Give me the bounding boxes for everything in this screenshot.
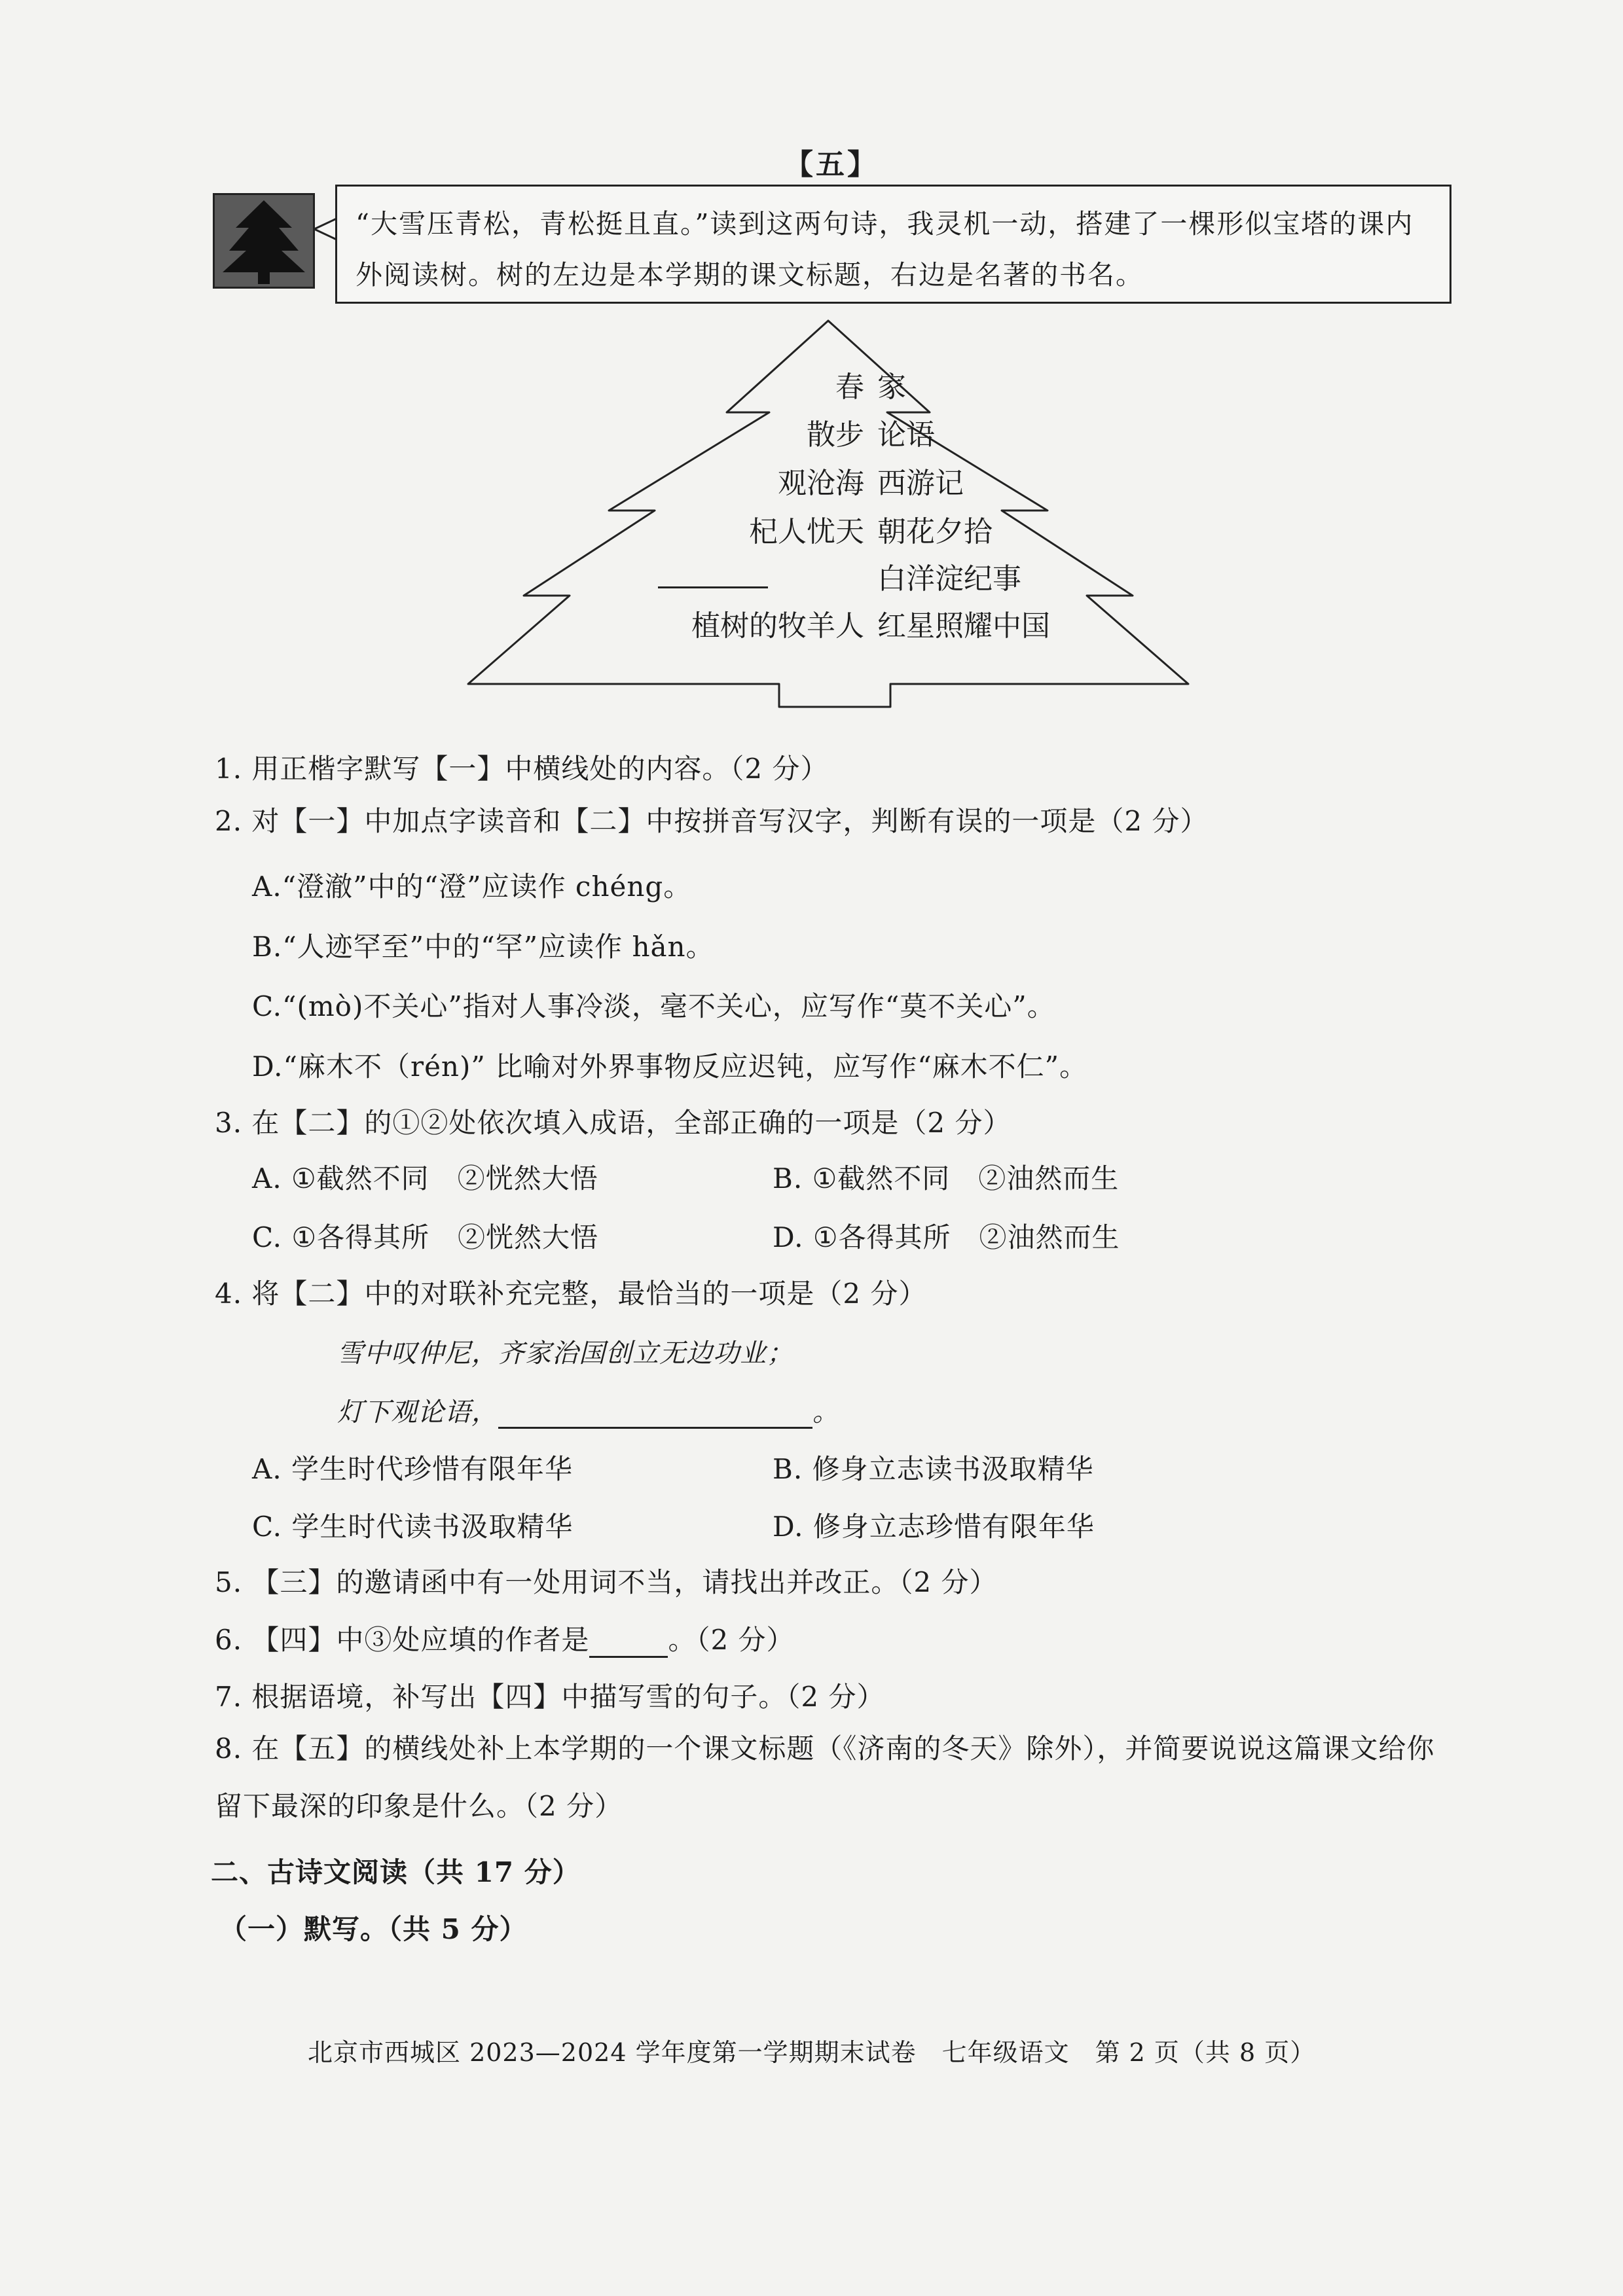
question-2-option-b: B.“人迹罕至”中的“罕”应读作 hǎn。 — [252, 931, 714, 963]
question-2-option-a: A.“澄澈”中的“澄”应读作 chéng。 — [252, 870, 692, 903]
question-4-option-c: C. 学生时代读书汲取精华 — [252, 1511, 574, 1543]
pine-tree-graphic — [215, 195, 313, 287]
question-6-suffix: 。（2 分） — [668, 1624, 795, 1656]
question-6-prefix: 6. 【四】中③处应填的作者是 — [215, 1624, 590, 1656]
question-4-option-b: B. 修身立志读书汲取精华 — [773, 1453, 1094, 1485]
section-title: 【五】 — [784, 148, 879, 181]
tree-left-item: 杞人忧天 — [749, 515, 864, 548]
tree-right-item: 白洋淀纪事 — [877, 562, 1021, 596]
reading-tree — [458, 314, 1198, 713]
question-2-option-c: C.“(mò)不关心”指对人事冷淡，毫不关心，应写作“莫不关心”。 — [252, 990, 1055, 1022]
question-3-option-b: B. ①截然不同 ②油然而生 — [773, 1162, 1120, 1194]
question-2: 2. 对【一】中加点字读音和【二】中按拼音写汉字，判断有误的一项是（2 分） — [215, 805, 1209, 837]
tree-right-item: 朝花夕拾 — [877, 515, 993, 548]
question-4: 4. 将【二】中的对联补充完整，最恰当的一项是（2 分） — [215, 1278, 927, 1310]
couplet-line-2-prefix: 灯下观论语， — [337, 1397, 498, 1427]
question-6-blank[interactable] — [589, 1630, 668, 1658]
tree-left-item: 观沧海 — [778, 467, 864, 500]
question-7: 7. 根据语境，补写出【四】中描写雪的句子。（2 分） — [215, 1681, 885, 1713]
question-4-option-d: D. 修身立志珍惜有限年华 — [773, 1511, 1095, 1543]
question-3: 3. 在【二】的①②处依次填入成语，全部正确的一项是（2 分） — [215, 1107, 1012, 1139]
tree-left-item: 春 — [835, 370, 864, 404]
question-3-option-a: A. ①截然不同 ②恍然大悟 — [252, 1162, 598, 1194]
question-3-option-c: C. ①各得其所 ②恍然大悟 — [252, 1221, 598, 1253]
tree-right-item: 论语 — [877, 418, 935, 452]
couplet-line-2-suffix: 。 — [812, 1397, 839, 1427]
question-6 — [215, 1619, 795, 1658]
question-1: 1. 用正楷字默写【一】中横线处的内容。（2 分） — [215, 753, 829, 785]
couplet-answer-blank[interactable] — [498, 1401, 812, 1429]
question-4-option-a: A. 学生时代珍惜有限年华 — [252, 1453, 574, 1485]
tree-blank-line — [658, 586, 768, 588]
tree-left-item: 植树的牧羊人 — [691, 609, 864, 643]
intro-callout: “大雪压青松，青松挺且直。”读到这两句诗，我灵机一动，搭建了一棵形似宝塔的课内外阅读树。树的左边是本学期的课文标题，右边是名著的书名。 — [335, 185, 1451, 304]
question-5: 5. 【三】的邀请函中有一处用词不当，请找出并改正。（2 分） — [215, 1566, 998, 1598]
tree-left-item: 散步 — [807, 418, 864, 452]
couplet-line-1: 雪中叹仲尼，齐家治国创立无边功业； — [337, 1338, 793, 1369]
part-2-heading: 二、古诗文阅读（共 17 分） — [211, 1856, 581, 1888]
tree-right-item: 西游记 — [877, 467, 964, 500]
pine-tree-icon — [213, 193, 315, 289]
couplet-line-2 — [337, 1391, 839, 1429]
tree-right-item: 红星照耀中国 — [877, 609, 1050, 643]
question-8: 8. 在【五】的横线处补上本学期的一个课文标题（《济南的冬天》除外），并简要说说这篇课文给你留下最深的印象是什么。（2 分） — [215, 1732, 1435, 1822]
part-2-subheading: （一）默写。（共 5 分） — [219, 1913, 528, 1945]
question-2-option-d: D.“麻木不（rén)” 比喻对外界事物反应迟钝，应写作“麻木不仁”。 — [252, 1050, 1088, 1083]
tree-right-item: 家 — [877, 370, 906, 404]
question-3-option-d: D. ①各得其所 ②油然而生 — [773, 1221, 1120, 1253]
page-footer: 北京市西城区 2023—2024 学年度第一学期期末试卷 七年级语文 第 2 页（共 8 页） — [308, 2038, 1316, 2067]
